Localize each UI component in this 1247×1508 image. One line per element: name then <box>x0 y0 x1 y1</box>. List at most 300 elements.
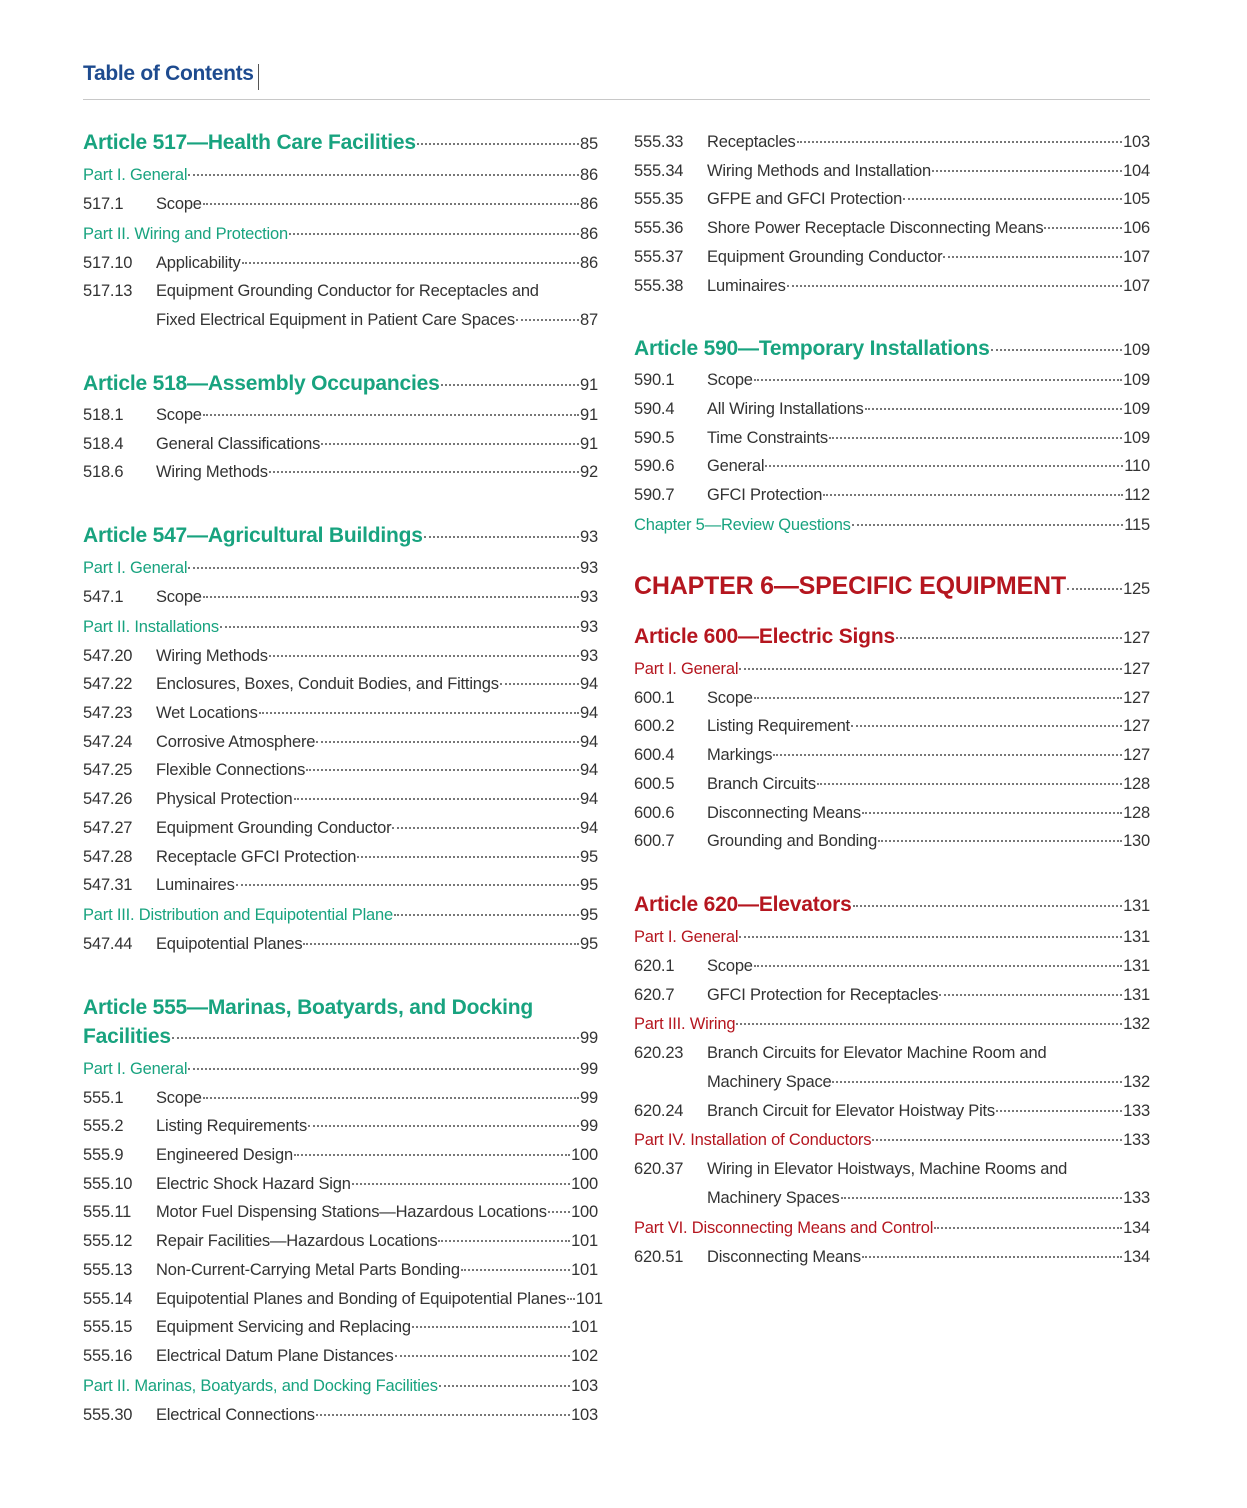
section-number: 555.35 <box>634 190 684 209</box>
entry-title: Luminaires <box>156 876 235 895</box>
toc-entry[interactable] <box>83 673 598 697</box>
page-number: 115 <box>1124 515 1150 534</box>
section-number: 555.13 <box>83 1260 133 1279</box>
dot-leader <box>203 414 579 416</box>
toc-entry[interactable] <box>83 461 598 485</box>
toc-entry[interactable] <box>634 955 1150 979</box>
dot-leader <box>188 1068 579 1070</box>
toc-entry[interactable] <box>634 369 1150 393</box>
toc-entry[interactable] <box>634 1042 1150 1066</box>
toc-entry[interactable] <box>83 1345 598 1369</box>
entry-title: Disconnecting Means <box>707 803 861 822</box>
page-number: 112 <box>1124 486 1150 504</box>
part-heading[interactable] <box>83 904 598 928</box>
page-number: 107 <box>1123 247 1150 266</box>
dot-leader <box>316 1414 570 1416</box>
section-number: 555.1 <box>83 1088 124 1107</box>
section-number: 555.15 <box>83 1318 133 1337</box>
toc-entry[interactable] <box>634 188 1150 212</box>
toc-entry[interactable] <box>634 160 1150 184</box>
section-number: 518.1 <box>83 405 124 424</box>
toc-entry[interactable] <box>83 1288 603 1312</box>
toc-entry[interactable] <box>83 1404 598 1428</box>
page-number: 99 <box>580 1028 598 1047</box>
page-number: 100 <box>571 1146 598 1164</box>
page-number: 101 <box>571 1260 598 1279</box>
section-number: 555.14 <box>83 1289 133 1308</box>
section-number: 518.4 <box>83 434 124 453</box>
entry-title: Scope <box>707 688 753 707</box>
part-heading[interactable] <box>83 557 598 581</box>
dot-leader <box>303 943 579 945</box>
toc-entry[interactable] <box>83 846 598 870</box>
entry-title: Disconnecting Means <box>707 1247 861 1266</box>
toc-entry[interactable] <box>634 1100 1150 1124</box>
entry-title: Shore Power Receptacle Disconnecting Means <box>707 219 1044 238</box>
page-number: 127 <box>1123 717 1150 736</box>
toc-entry[interactable] <box>634 131 1150 155</box>
article-heading-continued[interactable] <box>83 1023 598 1051</box>
part-title: Part I. General <box>83 1059 188 1078</box>
section-number: 600.4 <box>634 746 675 765</box>
section-number: 547.44 <box>83 934 133 953</box>
toc-entry[interactable] <box>634 484 1150 508</box>
dot-leader <box>500 683 579 685</box>
section-number: 600.5 <box>634 774 675 793</box>
dot-leader <box>896 637 1122 639</box>
section-number: 600.6 <box>634 803 675 822</box>
toc-entry[interactable] <box>83 933 598 957</box>
toc-entry-continued[interactable] <box>83 309 598 333</box>
toc-entry[interactable] <box>83 404 598 428</box>
toc-entry[interactable] <box>83 817 598 841</box>
dot-leader <box>1044 227 1122 229</box>
article-title: Article 518—Assembly Occupancies <box>83 371 440 395</box>
entry-title: Listing Requirements <box>156 1117 307 1136</box>
article-heading[interactable] <box>634 623 1150 651</box>
dot-leader <box>797 141 1122 143</box>
page-number: 127 <box>1123 746 1150 765</box>
page-number: 128 <box>1123 774 1150 793</box>
dot-leader <box>321 443 579 445</box>
dot-leader <box>754 379 1122 381</box>
page-number: 94 <box>580 818 598 837</box>
toc-entry[interactable] <box>634 687 1150 711</box>
dot-leader <box>841 1197 1123 1199</box>
article-title-continued: Facilities <box>83 1024 171 1048</box>
dot-leader <box>754 697 1122 699</box>
entry-title: Equipment Grounding Conductor <box>156 818 392 837</box>
section-number: 555.30 <box>83 1405 133 1424</box>
dot-leader <box>439 1385 570 1387</box>
entry-title: Corrosive Atmosphere <box>156 732 316 751</box>
dot-leader <box>294 798 580 800</box>
entry-title-continued: Fixed Electrical Equipment in Patient Care Spaces <box>156 311 515 330</box>
part-heading[interactable] <box>634 658 1150 682</box>
page-number: 130 <box>1123 832 1150 851</box>
entry-title: Receptacles <box>707 133 796 151</box>
page-number: 94 <box>580 761 598 780</box>
part-heading[interactable] <box>634 514 1150 538</box>
entry-title: GFCI Protection for Receptacles <box>707 985 939 1004</box>
entry-title: Markings <box>707 746 773 765</box>
dot-leader <box>395 1355 571 1357</box>
dot-leader <box>269 655 579 657</box>
dot-leader <box>862 812 1122 814</box>
page-number: 133 <box>1123 1101 1150 1120</box>
toc-entry[interactable] <box>83 1259 598 1283</box>
page-number: 99 <box>580 1117 598 1136</box>
dot-leader <box>412 1326 570 1328</box>
part-heading[interactable] <box>634 1013 1150 1037</box>
article-heading[interactable] <box>83 994 598 1022</box>
header-divider <box>258 64 259 90</box>
page-number: 132 <box>1123 1073 1150 1091</box>
entry-title: Time Constraints <box>707 428 828 447</box>
dot-leader <box>872 1139 1122 1141</box>
section-number: 547.20 <box>83 646 133 665</box>
article-heading[interactable] <box>83 522 598 550</box>
dot-leader <box>943 256 1122 258</box>
entry-title: Enclosures, Boxes, Conduit Bodies, and Fittings <box>156 675 499 694</box>
entry-title: Wet Locations <box>156 704 258 722</box>
dot-leader <box>1067 588 1122 590</box>
page-number: 103 <box>571 1376 598 1395</box>
page-number: 103 <box>1123 133 1150 151</box>
entry-title: Engineered Design <box>156 1146 293 1164</box>
section-number: 590.6 <box>634 457 675 476</box>
dot-leader <box>357 856 579 858</box>
article-heading[interactable] <box>83 129 598 157</box>
dot-leader <box>461 1269 570 1271</box>
page-number: 100 <box>571 1203 598 1222</box>
entry-title: Branch Circuits for Elevator Machine Room and <box>707 1044 1047 1063</box>
toc-entry[interactable] <box>634 715 1150 739</box>
toc-entry[interactable] <box>634 744 1150 768</box>
page-number: 131 <box>1123 956 1150 975</box>
page-number: 133 <box>1123 1189 1150 1208</box>
toc-entry[interactable] <box>83 731 598 755</box>
article-heading[interactable] <box>634 335 1150 363</box>
article-heading[interactable] <box>634 891 1150 919</box>
page-number: 87 <box>580 311 598 330</box>
section-number: 600.1 <box>634 688 675 707</box>
page-number: 105 <box>1123 190 1150 209</box>
page-number: 94 <box>580 675 598 694</box>
part-title: Part III. Wiring <box>634 1015 736 1034</box>
toc-entry[interactable] <box>83 702 598 726</box>
entry-title: Wiring Methods <box>156 463 268 482</box>
page-number: 128 <box>1123 803 1150 822</box>
page-number: 134 <box>1123 1247 1150 1266</box>
page-number: 132 <box>1123 1015 1150 1034</box>
entry-title: General Classifications <box>156 434 321 453</box>
toc-entry[interactable] <box>634 217 1150 241</box>
toc-entry[interactable] <box>83 1115 598 1139</box>
dot-leader <box>188 174 579 176</box>
page-number: 86 <box>580 166 598 184</box>
toc-entry[interactable] <box>634 427 1150 451</box>
entry-title: Grounding and Bonding <box>707 832 878 851</box>
toc-entry[interactable] <box>634 984 1150 1008</box>
entry-title: Flexible Connections <box>156 761 306 780</box>
page-number: 91 <box>580 405 598 424</box>
dot-leader <box>417 143 579 145</box>
entry-title: Electrical Connections <box>156 1405 315 1424</box>
section-number: 547.1 <box>83 587 124 606</box>
dot-leader <box>991 349 1122 351</box>
page-number: 86 <box>580 224 598 243</box>
toc-entry[interactable] <box>83 645 598 669</box>
section-number: 590.7 <box>634 486 675 504</box>
part-heading[interactable] <box>634 926 1150 950</box>
dot-leader <box>736 1023 1122 1025</box>
entry-title: Equipment Grounding Conductor for Receptacles and <box>156 282 539 301</box>
page-number: 134 <box>1123 1218 1150 1237</box>
page-number: 99 <box>580 1059 598 1078</box>
page-number: 127 <box>1123 659 1150 678</box>
section-number: 600.2 <box>634 717 675 736</box>
dot-leader <box>787 285 1122 287</box>
entry-title: Scope <box>156 1088 202 1107</box>
entry-title-continued: Machinery Spaces <box>707 1189 840 1208</box>
page-number: 131 <box>1123 896 1150 915</box>
chapter-heading[interactable] <box>634 569 1150 603</box>
toc-entry[interactable] <box>83 586 598 610</box>
entry-title: All Wiring Installations <box>707 399 864 418</box>
section-number: 555.9 <box>83 1146 124 1164</box>
entry-title: Wiring Methods <box>156 646 268 665</box>
toc-entry[interactable] <box>634 246 1150 270</box>
dot-leader <box>832 1081 1122 1083</box>
page-number: 92 <box>580 463 598 482</box>
entry-title: Scope <box>156 195 202 213</box>
dot-leader <box>242 262 580 264</box>
part-heading[interactable] <box>83 1375 598 1399</box>
page-number: 109 <box>1123 399 1150 418</box>
part-heading[interactable] <box>83 616 598 640</box>
dot-leader <box>438 1240 570 1242</box>
section-number: 555.37 <box>634 247 684 266</box>
entry-title: Electrical Datum Plane Distances <box>156 1346 394 1365</box>
toc-entry[interactable] <box>83 1087 598 1111</box>
dot-leader <box>308 1125 579 1127</box>
page-number: 131 <box>1123 927 1150 946</box>
dot-leader <box>852 524 1124 526</box>
dot-leader <box>932 170 1122 172</box>
section-number: 517.10 <box>83 253 133 272</box>
part-title: Chapter 5—Review Questions <box>634 515 851 534</box>
part-title: Part VI. Disconnecting Means and Control <box>634 1218 934 1237</box>
page-number: 85 <box>580 135 598 153</box>
dot-leader <box>424 536 579 538</box>
section-number: 555.2 <box>83 1117 124 1136</box>
dot-leader <box>306 769 579 771</box>
section-number: 600.7 <box>634 832 675 851</box>
part-title: Part I. General <box>83 558 188 577</box>
part-title: Part II. Wiring and Protection <box>83 224 288 243</box>
dot-leader <box>203 596 579 598</box>
toc-entry-continued[interactable] <box>634 1071 1150 1095</box>
dot-leader <box>289 233 579 235</box>
page-number: 107 <box>1123 276 1150 295</box>
entry-title: Equipment Grounding Conductor <box>707 247 943 266</box>
article-title: Article 517—Health Care Facilities <box>83 131 416 154</box>
dot-leader <box>220 626 579 628</box>
dot-leader <box>188 567 579 569</box>
article-heading[interactable] <box>83 370 598 398</box>
entry-title: GFCI Protection <box>707 486 823 504</box>
page-title: Table of Contents <box>83 62 254 85</box>
page-number: 133 <box>1123 1131 1150 1150</box>
section-number: 555.33 <box>634 133 684 151</box>
page-number: 127 <box>1123 628 1150 647</box>
section-number: 590.4 <box>634 399 675 418</box>
dot-leader <box>851 725 1122 727</box>
part-title: Part IV. Installation of Conductors <box>634 1131 872 1150</box>
entry-title: Receptacle GFCI Protection <box>156 847 357 866</box>
dot-leader <box>203 1097 579 1099</box>
page-number: 95 <box>580 905 598 924</box>
entry-title: Electric Shock Hazard Sign <box>156 1174 351 1193</box>
section-number: 620.24 <box>634 1101 684 1120</box>
toc-entry[interactable] <box>83 1173 598 1197</box>
entry-title-continued: Machinery Space <box>707 1073 832 1091</box>
page-number: 94 <box>580 704 598 722</box>
toc-entry[interactable] <box>83 874 598 898</box>
dot-leader <box>817 783 1122 785</box>
page-header <box>83 62 1150 100</box>
section-number: 555.10 <box>83 1174 133 1193</box>
section-number: 590.1 <box>634 371 675 390</box>
dot-leader <box>765 465 1123 467</box>
page-number: 93 <box>580 587 598 606</box>
part-title: Part I. General <box>634 927 739 946</box>
section-number: 555.38 <box>634 276 684 295</box>
page-number: 101 <box>571 1232 598 1251</box>
toc-entry[interactable] <box>634 1158 1150 1182</box>
toc-entry[interactable] <box>634 1246 1150 1270</box>
toc-entry[interactable] <box>83 193 598 217</box>
dot-leader <box>203 203 579 205</box>
dot-leader <box>259 712 579 714</box>
page-number: 94 <box>580 732 598 751</box>
section-number: 547.27 <box>83 818 133 837</box>
toc-entry[interactable] <box>634 773 1150 797</box>
entry-title: Branch Circuit for Elevator Hoistway Pits <box>707 1101 995 1120</box>
entry-title: Wiring in Elevator Hoistways, Machine Rooms and <box>707 1160 1068 1179</box>
part-heading[interactable] <box>83 223 598 247</box>
toc-entry[interactable] <box>83 1230 598 1254</box>
page-number: 127 <box>1123 688 1150 707</box>
dot-leader <box>754 965 1122 967</box>
toc-entry[interactable] <box>83 788 598 812</box>
page-number: 109 <box>1123 371 1150 390</box>
article-title: Article 547—Agricultural Buildings <box>83 523 423 547</box>
section-number: 517.1 <box>83 195 124 213</box>
article-title: Article 555—Marinas, Boatyards, and Docking <box>83 995 534 1019</box>
dot-leader <box>352 1183 570 1185</box>
page-number: 91 <box>580 375 598 394</box>
entry-title: Non-Current-Carrying Metal Parts Bonding <box>156 1260 460 1279</box>
section-number: 547.23 <box>83 704 133 722</box>
dot-leader <box>394 914 579 916</box>
page-number: 91 <box>580 434 598 453</box>
page-number: 95 <box>580 847 598 866</box>
dot-leader <box>548 1211 570 1213</box>
toc-entry[interactable] <box>83 280 598 304</box>
toc-entry[interactable] <box>634 275 1150 299</box>
page-number: 95 <box>580 934 598 953</box>
entry-title: Scope <box>707 956 753 975</box>
page-number: 93 <box>580 527 598 546</box>
page-number: 101 <box>575 1289 603 1308</box>
dot-leader <box>441 384 579 386</box>
section-number: 555.36 <box>634 219 684 238</box>
chapter-title: CHAPTER 6—SPECIFIC EQUIPMENT <box>634 571 1066 600</box>
toc-entry[interactable] <box>83 1144 598 1168</box>
entry-title: Luminaires <box>707 276 786 295</box>
toc-entry[interactable] <box>634 455 1150 479</box>
entry-title: Repair Facilities—Hazardous Locations <box>156 1232 438 1251</box>
part-title: Part I. General <box>83 166 188 184</box>
dot-leader <box>739 936 1122 938</box>
toc-entry[interactable] <box>83 1316 598 1340</box>
page-number: 106 <box>1123 219 1150 238</box>
toc-entry[interactable] <box>634 830 1150 854</box>
page-number: 93 <box>580 617 598 636</box>
page-number: 100 <box>571 1174 598 1193</box>
article-title: Article 600—Electric Signs <box>634 624 895 648</box>
part-heading[interactable] <box>634 1129 1150 1153</box>
page-number: 109 <box>1123 428 1150 447</box>
entry-title: Scope <box>156 587 202 606</box>
section-number: 590.5 <box>634 428 675 447</box>
toc-entry[interactable] <box>634 802 1150 826</box>
section-number: 620.23 <box>634 1044 684 1063</box>
part-heading[interactable] <box>83 164 598 188</box>
toc-entry[interactable] <box>83 433 598 457</box>
dot-leader <box>567 1298 575 1300</box>
part-heading[interactable] <box>634 1217 1150 1241</box>
page-number: 104 <box>1123 161 1150 180</box>
toc-entry[interactable] <box>83 759 598 783</box>
dot-leader <box>773 754 1122 756</box>
toc-entry[interactable] <box>634 398 1150 422</box>
dot-leader <box>392 827 579 829</box>
dot-leader <box>903 198 1122 200</box>
section-number: 547.22 <box>83 675 133 694</box>
section-number: 547.31 <box>83 876 133 895</box>
dot-leader <box>294 1154 570 1156</box>
part-title: Part II. Installations <box>83 617 219 636</box>
page-number: 95 <box>580 876 598 895</box>
entry-title: Branch Circuits <box>707 774 816 793</box>
page-number: 99 <box>580 1088 598 1107</box>
dot-leader <box>829 437 1122 439</box>
toc-entry[interactable] <box>83 1201 598 1225</box>
section-number: 555.11 <box>83 1203 132 1222</box>
dot-leader <box>316 741 579 743</box>
dot-leader <box>996 1110 1122 1112</box>
part-heading[interactable] <box>83 1058 598 1082</box>
section-number: 620.7 <box>634 985 675 1004</box>
entry-title: Equipotential Planes and Bonding of Equipotential Planes <box>156 1289 566 1308</box>
dot-leader <box>934 1227 1122 1229</box>
toc-entry-continued[interactable] <box>634 1187 1150 1211</box>
entry-title: Motor Fuel Dispensing Stations—Hazardous Locations <box>156 1203 547 1222</box>
toc-entry[interactable] <box>83 252 598 276</box>
